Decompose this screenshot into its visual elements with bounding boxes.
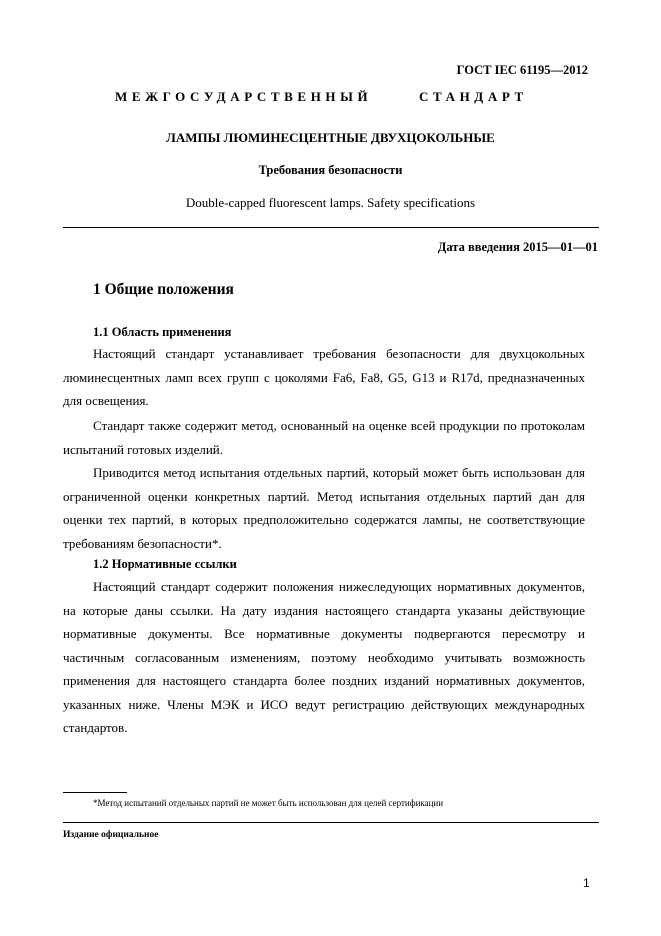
document-title: ЛАМПЫ ЛЮМИНЕСЦЕНТНЫЕ ДВУХЦОКОЛЬНЫЕ xyxy=(166,130,495,145)
edition-label: Издание официальное xyxy=(63,830,159,840)
introduction-date: Дата введения 2015—01—01 xyxy=(437,240,598,254)
page-number: 1 xyxy=(583,876,590,890)
subsection-heading-scope: 1.1 Область применения xyxy=(93,325,232,339)
paragraph-references: Настоящий стандарт содержит положения нижеследующих нормативных документов, на которые даны ссылки. На дату издания настоящего стандарта указаны действующие нормативные документы. Все нормативные документы подвергаются пересмотру и частичным согласованным изменениям, поэтому необходимо учитывать возможность применения для настоящего стандарта более поздних изданий нормативных документов, указанных ниже. Члены МЭК и ИСО ведут регистрацию действующих международных стандартов. xyxy=(63,579,585,735)
footnote-divider xyxy=(63,792,127,793)
footer-divider xyxy=(63,822,599,823)
section-heading: 1 Общие положения xyxy=(93,281,234,298)
subsection-heading-references: 1.2 Нормативные ссылки xyxy=(93,557,237,571)
english-title: Double-capped fluorescent lamps. Safety specifications xyxy=(185,195,476,210)
paragraph-scope-2: Стандарт также содержит метод, основанный на оценке всей продукции по протоколам испытаний готовых изделий. xyxy=(63,418,585,457)
interstate-label: МЕЖГОСУДАРСТВЕННЫЙ xyxy=(115,89,373,104)
document-subtitle: Требования безопасности xyxy=(258,163,403,177)
paragraph-scope-3: Приводится метод испытания отдельных партий, который может быть использован для ограниченной оценки конкретных партий. Метод испытания отдельных партий дан для оценки тех партий, в которых предположительно содержатся лампы, не соответствующие требованиям безопасности*. xyxy=(63,465,585,551)
footnote: *Метод испытаний отдельных партий не может быть использован для целей сертификации xyxy=(93,798,444,808)
paragraph-scope-1: Настоящий стандарт устанавливает требования безопасности для двухцокольных люминесцентных ламп всех групп с цоколями Fa6, Fa8, G5, G13 и R17d, предназначенных для освещения. xyxy=(63,346,585,408)
title-divider xyxy=(63,227,599,228)
standard-code: ГОСТ IEC 61195—2012 xyxy=(456,63,588,77)
standard-label: СТАНДАРТ xyxy=(419,89,528,104)
